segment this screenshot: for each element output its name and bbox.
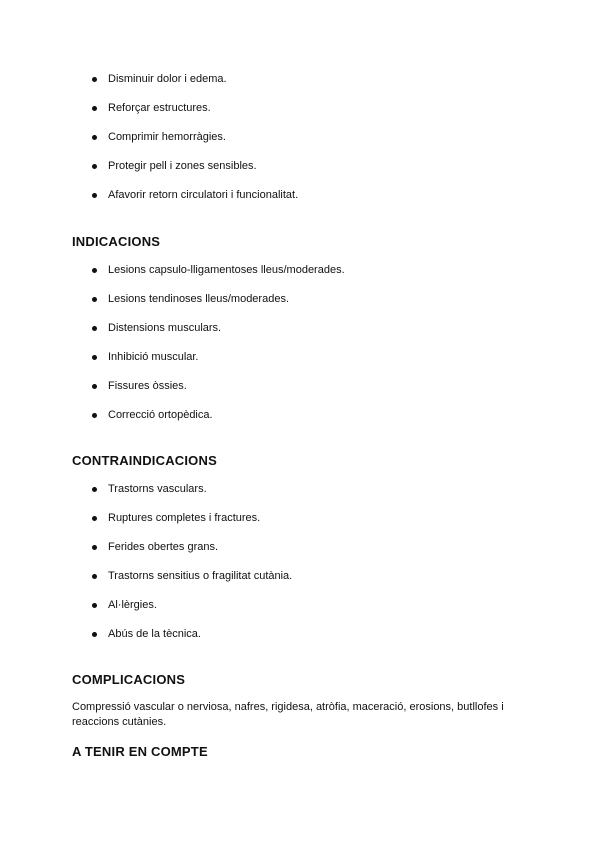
- list-item: Distensions musculars.: [92, 321, 562, 350]
- list-item: Lesions tendinoses lleus/moderades.: [92, 292, 562, 321]
- list-item: Correcció ortopèdica.: [92, 408, 562, 437]
- list-item: Protegir pell i zones sensibles.: [92, 159, 562, 188]
- complicacions-heading: COMPLICACIONS: [72, 672, 186, 687]
- list-item: Trastorns vasculars.: [92, 482, 562, 511]
- list-item: Inhibició muscular.: [92, 350, 562, 379]
- list-item: Lesions capsulo-lligamentoses lleus/moderades.: [92, 263, 562, 292]
- list-item: Reforçar estructures.: [92, 101, 562, 130]
- objectius-list: [92, 72, 562, 217]
- indicacions-list: [92, 263, 562, 437]
- list-item: Ferides obertes grans.: [92, 540, 562, 569]
- list-item: Al·lèrgies.: [92, 598, 562, 627]
- contraindicacions-list: [92, 482, 562, 656]
- contraindicacions-heading: CONTRAINDICACIONS: [72, 453, 217, 468]
- list-item: Trastorns sensitius o fragilitat cutània.: [92, 569, 562, 598]
- list-item: Comprimir hemorràgies.: [92, 130, 562, 159]
- list-item: Fissures òssies.: [92, 379, 562, 408]
- list-item: Disminuir dolor i edema.: [92, 72, 562, 101]
- list-item: Afavorir retorn circulatori i funcionalitat.: [92, 188, 562, 217]
- list-item: Ruptures completes i fractures.: [92, 511, 562, 540]
- list-item: Abús de la tècnica.: [92, 627, 562, 656]
- a-tenir-en-compte-heading: A TENIR EN COMPTE: [72, 744, 208, 759]
- indicacions-heading: INDICACIONS: [72, 234, 161, 249]
- complicacions-text: Compressió vascular o nerviosa, nafres, rigidesa, atròfia, maceració, erosions, butllofes i reaccions cutànies.: [72, 701, 504, 728]
